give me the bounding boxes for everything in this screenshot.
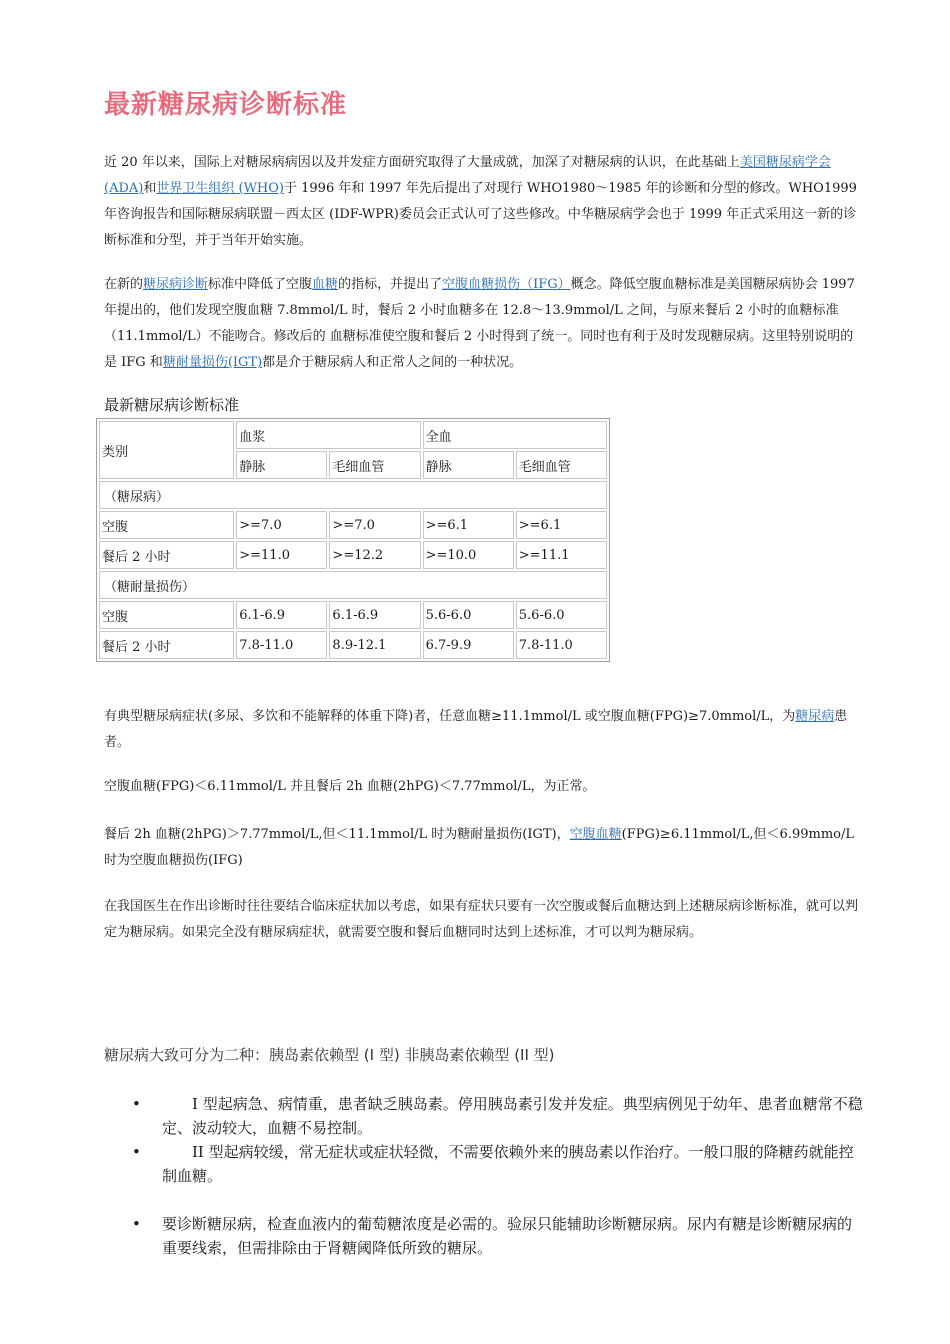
table-cell: >=10.0 <box>423 541 514 569</box>
text-span: 的指标，并提出了 <box>338 277 443 292</box>
text-span: 患者。 <box>104 709 848 750</box>
igt-paragraph <box>104 822 864 874</box>
category-header: 类别 <box>99 421 234 479</box>
group-label: （糖耐量损伤） <box>99 571 607 599</box>
table-caption: 最新糖尿病诊断标准 <box>104 396 240 414</box>
table-header-row <box>99 421 607 449</box>
intro-paragraph <box>104 150 864 254</box>
link-igt[interactable]: 糖耐量损伤(IGT) <box>162 355 263 370</box>
type-list <box>104 1092 864 1188</box>
text-span: 近 20 年以来，国际上对糖尿病病因以及并发症方面研究取得了大量成就，加深了对糖尿病的认识，在此基础上 <box>104 155 740 170</box>
normal-paragraph: 空腹血糖(FPG)＜6.11mmol/L 并且餐后 2h 血糖(2hPG)＜7.77mmol/L，为正常。 <box>104 779 596 794</box>
text-span: 都是介于糖尿病人和正常人之间的一种状况。 <box>262 355 523 370</box>
table-row <box>99 601 607 629</box>
table-cell: 6.1-6.9 <box>329 601 420 629</box>
text-span: (FPG)≥6.11mmol/L,但＜6.99mmo/L 时为空腹血糖损伤(IFG) <box>104 827 854 868</box>
text-span: 概念。降低空腹血糖标准是美国糖尿病协会 1997 年提出的，他们发现空腹血糖 7.8mmol/L 时，餐后 2 小时血糖多在 12.8～13.9mmol/L 之间，与原来餐后 2 小时的血糖标准（11.1mmol/L）不能吻合。修改后的 血糖标准使空腹和餐后 2 小时得到了统一。同时也有利于及时发现糖尿病。这里特别说明的是 IFG 和 <box>104 277 855 370</box>
row-label: 空腹 <box>99 601 234 629</box>
plasma-venous-header: 静脉 <box>236 451 327 479</box>
list-item-text: 要诊断糖尿病，检查血液内的葡萄糖浓度是必需的。验尿只能辅助诊断糖尿病。尿内有糖是诊断糖尿病的重要线索，但需排除由于肾糖阈降低所致的糖尿。 <box>162 1215 853 1257</box>
group-row-igt <box>99 571 607 599</box>
bullet-icon: • <box>132 1143 141 1161</box>
text-span: 标准中降低了空腹 <box>208 277 313 292</box>
table-cell: >=11.0 <box>236 541 327 569</box>
plasma-capillary-header: 毛细血管 <box>329 451 420 479</box>
link-ifg[interactable]: 空腹血糖损伤（IFG） <box>442 277 571 292</box>
whole-blood-header: 全血 <box>423 421 607 449</box>
table-cell: >=7.0 <box>236 511 327 539</box>
blood-capillary-header: 毛细血管 <box>516 451 607 479</box>
group-row-diabetes <box>99 481 607 509</box>
diagnosis-list <box>104 1212 864 1260</box>
table-cell: >=6.1 <box>423 511 514 539</box>
text-span: 于 1996 年和 1997 年先后提出了对现行 WHO1980～1985 年的诊断和分型的修改。WHO1999 年咨询报告和国际糖尿病联盟－西太区 (IDF-WPR)委员会正式认可了这些修改。中华糖尿病学会也于 1999 年正式采用这一新的诊断标准和分型，并于当年开始实施。 <box>104 181 857 248</box>
bullet-icon: • <box>132 1095 141 1113</box>
text-span: 餐后 2h 血糖(2hPG)＞7.77mmol/L,但＜11.1mmol/L 时为糖耐量损伤(IGT)， <box>104 827 570 842</box>
text-span: 有典型糖尿病症状(多尿、多饮和不能解释的体重下降)者，任意血糖≥11.1mmol/L 或空腹血糖(FPG)≥7.0mmol/L，为 <box>104 709 796 724</box>
table-cell: 6.1-6.9 <box>236 601 327 629</box>
table-cell: 6.7-9.9 <box>423 631 514 659</box>
criteria-table <box>96 418 610 662</box>
page-title: 最新糖尿病诊断标准 <box>104 90 348 120</box>
list-item <box>104 1212 864 1260</box>
list-item-text: I 型起病急、病情重，患者缺乏胰岛素。停用胰岛素引发并发症。典型病例见于幼年、患者血糖常不稳定、波动较大，血糖不易控制。 <box>162 1095 863 1137</box>
table-cell: >=12.2 <box>329 541 420 569</box>
row-label: 空腹 <box>99 511 234 539</box>
clinical-paragraph: 在我国医生在作出诊断时往往要结合临床症状加以考虑，如果有症状只要有一次空腹或餐后血糖达到上述糖尿病诊断标准，就可以判定为糖尿病。如果完全没有糖尿病症状，就需要空腹和餐后血糖同时达到上述标准，才可以判为糖尿病。 <box>104 899 859 940</box>
table-row <box>99 631 607 659</box>
group-label: （糖尿病） <box>99 481 607 509</box>
table-cell: 8.9-12.1 <box>329 631 420 659</box>
row-label: 餐后 2 小时 <box>99 631 234 659</box>
plasma-header: 血浆 <box>236 421 420 449</box>
table-cell: 7.8-11.0 <box>236 631 327 659</box>
text-span: 和 <box>143 181 157 196</box>
diagnosis-paragraph <box>104 704 864 756</box>
table-cell: >=11.1 <box>516 541 607 569</box>
blood-venous-header: 静脉 <box>423 451 514 479</box>
table-row <box>99 511 607 539</box>
row-label: 餐后 2 小时 <box>99 541 234 569</box>
table-cell: 5.6-6.0 <box>423 601 514 629</box>
table-cell: >=6.1 <box>516 511 607 539</box>
list-item <box>104 1140 864 1188</box>
link-ada[interactable]: 美国糖尿病学会(ADA) <box>104 155 831 196</box>
text-span: 在新的 <box>104 277 144 292</box>
table-cell: 5.6-6.0 <box>516 601 607 629</box>
link-fasting-glucose[interactable]: 空腹血糖 <box>569 827 622 842</box>
bullet-icon: • <box>132 1215 141 1233</box>
table-row <box>99 541 607 569</box>
list-item-text: II 型起病较缓，常无症状或症状轻微，不需要依赖外来的胰岛素以作治疗。一般口服的降糖药就能控制血糖。 <box>162 1143 854 1185</box>
link-diabetes-diagnosis[interactable]: 糖尿病诊断 <box>143 277 209 292</box>
table-cell: 7.8-11.0 <box>516 631 607 659</box>
link-who[interactable]: 世界卫生组织 (WHO) <box>156 181 284 196</box>
table-cell: >=7.0 <box>329 511 420 539</box>
types-heading: 糖尿病大致可分为二种：胰岛素依赖型 (I 型) 非胰岛素依赖型 (II 型) <box>104 1046 555 1064</box>
list-item <box>104 1092 864 1140</box>
standard-paragraph <box>104 272 864 376</box>
link-diabetes[interactable]: 糖尿病 <box>795 709 835 724</box>
link-blood-sugar[interactable]: 血糖 <box>312 277 339 292</box>
